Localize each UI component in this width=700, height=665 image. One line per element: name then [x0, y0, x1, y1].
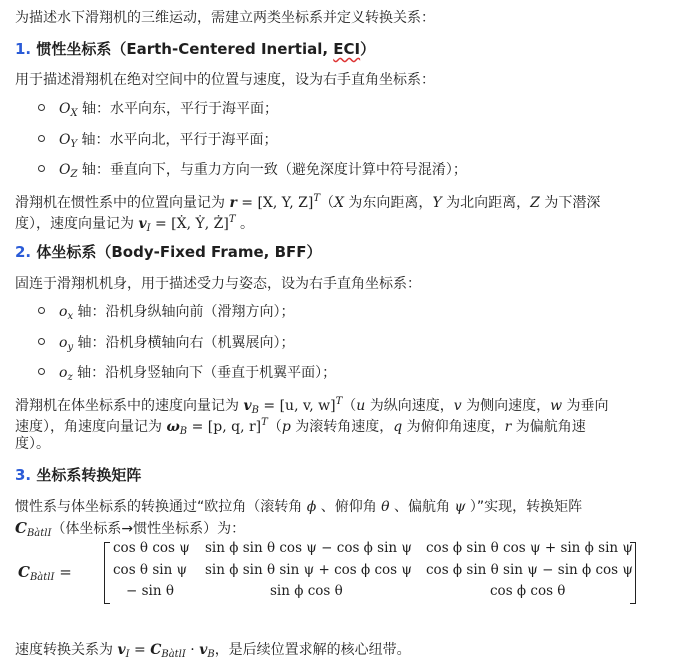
velocity-vector-line	[15, 210, 254, 239]
math-symbol: q	[393, 419, 403, 435]
math-superscript: T	[335, 396, 343, 407]
axis-symbol: O	[59, 101, 71, 117]
math-superscript: T	[228, 214, 236, 225]
text: ，是后续位置求解的核心纽带。	[214, 642, 411, 658]
math-symbol: v	[199, 642, 208, 658]
bullet-body-oz	[38, 363, 336, 388]
math-subscript: BàtlI	[26, 528, 52, 539]
math-symbol: v	[243, 398, 252, 414]
text: 为东向距离，	[343, 195, 433, 211]
math-subscript: I	[146, 223, 151, 234]
math-symbol: ψ	[454, 499, 466, 515]
matrix-cell: cos θ cos ψ	[113, 540, 190, 556]
text: 为垂向	[562, 398, 609, 414]
matrix-label	[18, 563, 72, 583]
math-superscript: T	[313, 193, 321, 204]
text: 度），速度向量记为	[15, 216, 139, 232]
axis-subscript: x	[67, 311, 74, 322]
text: （	[320, 195, 335, 211]
math-symbol: X	[334, 195, 344, 211]
bullet-text: 轴：沿机身横轴向右（机翼展向）；	[73, 335, 295, 351]
euler-desc-line	[15, 497, 582, 517]
text: 为滚转角速度，	[290, 419, 394, 435]
math-symbol: w	[550, 398, 563, 414]
math-subscript: B	[251, 405, 259, 416]
math-symbol: p	[281, 419, 291, 435]
bullet-ox	[38, 99, 278, 124]
math-symbol: C	[150, 642, 162, 658]
text: 。	[235, 216, 254, 232]
text: （	[267, 419, 282, 435]
math-symbol: v	[453, 398, 462, 414]
bullet-oz	[38, 160, 467, 185]
matrix-cell: cos ϕ sin θ cos ψ + sin ϕ sin ψ	[426, 540, 633, 556]
math-symbol: ϕ	[306, 499, 317, 515]
text: 为北向距离，	[441, 195, 531, 211]
bullet-text: 轴：水平向北，平行于海平面；	[77, 132, 278, 148]
axis-symbol: o	[59, 335, 68, 351]
matrix-cell: sin ϕ sin θ cos ψ − cos ϕ sin ψ	[205, 540, 412, 556]
math-subscript: BàtlI	[161, 649, 186, 660]
math-subscript: BàtlI	[29, 572, 55, 583]
math-symbol: Y	[432, 195, 442, 211]
bullet-text: 轴：沿机身竖轴向下（垂直于机翼平面）；	[72, 365, 337, 381]
section-1-title-eci: ECI	[333, 40, 361, 58]
section-2-heading	[15, 242, 322, 262]
section-2-title: 体坐标系（Body-Fixed Frame, BFF）	[36, 243, 322, 261]
section-3-title: 坐标系转换矩阵	[36, 466, 142, 484]
text: （体坐标系→惯性坐标系）为：	[51, 521, 246, 537]
math-symbol: v	[117, 642, 126, 658]
math-subscript: B	[179, 426, 188, 437]
bullet-text: 轴：垂直向下，与重力方向一致（避免深度计算中符号混淆）；	[77, 162, 467, 178]
math-symbol: C	[18, 563, 30, 581]
text: 为纵向速度，	[365, 398, 454, 414]
math-subscript: B	[207, 649, 215, 660]
bullet-dot	[38, 165, 45, 172]
math-operator: ·	[185, 642, 200, 658]
intro-text: 为描述水下滑翔机的三维运动，需建立两类坐标系并定义转换关系：	[15, 10, 435, 26]
math-symbol: θ	[381, 499, 390, 515]
axis-symbol: o	[59, 304, 68, 320]
matrix-cell: cos ϕ cos θ	[490, 583, 566, 599]
text: 速度），角速度向量记为	[15, 419, 167, 435]
text: （	[342, 398, 357, 414]
axis-symbol: O	[59, 162, 71, 178]
math-symbol: C	[15, 519, 27, 537]
section-1-heading	[15, 39, 375, 59]
math-equation: =	[129, 642, 151, 658]
section-1-number: 1.	[15, 40, 32, 58]
section-3-heading	[15, 465, 141, 485]
bullet-dot	[38, 338, 45, 345]
text: 为侧向速度，	[461, 398, 551, 414]
math-symbol: u	[356, 398, 366, 414]
bullet-body-ox	[38, 302, 295, 327]
math-equation: = [p, q, r]	[187, 419, 262, 435]
section-1-desc: 用于描述滑翔机在绝对空间中的位置与速度，设为右手直角坐标系：	[15, 72, 435, 88]
text: ）”实现，转换矩阵	[465, 499, 583, 515]
math-equation: = [X, Y, Z]	[236, 195, 314, 211]
text: 惯性系与体坐标系的转换通过“欧拉角（滚转角	[15, 499, 307, 515]
section-1-title-a: 惯性坐标系（Earth-Centered Inertial,	[36, 40, 334, 58]
math-superscript: T	[261, 417, 268, 428]
text: 滑翔机在体坐标系中的速度向量记为	[15, 398, 244, 414]
text: 滑翔机在惯性系中的位置向量记为	[15, 195, 230, 211]
math-equation: = [u, v, w]	[258, 398, 336, 414]
section-2-number: 2.	[15, 243, 32, 261]
matrix-cell: sin ϕ sin θ sin ψ + cos ϕ cos ψ	[205, 562, 412, 578]
math-equation: =	[54, 563, 72, 581]
math-subscript: I	[125, 649, 130, 660]
bullet-dot	[38, 368, 45, 375]
axis-subscript: z	[67, 372, 73, 383]
math-symbol: r	[229, 195, 237, 211]
axis-subscript: y	[67, 342, 74, 353]
section-1-title-b: ）	[360, 40, 376, 58]
matrix-cell: cos θ sin ψ	[113, 562, 188, 578]
axis-subscript: X	[70, 108, 78, 119]
bullet-dot	[38, 307, 45, 314]
text: 为俯仰角速度，	[402, 419, 505, 435]
final-relation-line	[15, 640, 411, 665]
math-symbol: v	[138, 216, 147, 232]
text: 速度转换关系为	[15, 642, 118, 658]
math-symbol: Z	[530, 195, 540, 211]
axis-symbol: O	[59, 132, 71, 148]
text: 为偏航角速	[511, 419, 586, 435]
axis-subscript: Z	[70, 169, 78, 180]
matrix-cell: sin ϕ cos θ	[270, 583, 343, 599]
math-equation: = [Ẋ, Ẏ, Ż]	[150, 216, 229, 232]
math-symbol: ω	[166, 419, 180, 435]
math-symbol: r	[504, 419, 512, 435]
bullet-text: 轴：沿机身纵轴向前（滑翔方向）；	[73, 304, 295, 320]
matrix-cell: cos ϕ sin θ sin ψ − sin ϕ cos ψ	[426, 562, 633, 578]
bullet-oy	[38, 130, 278, 155]
text: 、偏航角	[389, 499, 455, 515]
section-3-number: 3.	[15, 466, 32, 484]
text: 、俯仰角	[316, 499, 382, 515]
bullet-text: 轴：水平向东，平行于海平面；	[77, 101, 279, 117]
axis-subscript: Y	[70, 139, 78, 150]
bullet-dot	[38, 135, 45, 142]
angular-velocity-line-end: 度）。	[15, 436, 50, 452]
bullet-body-oy	[38, 333, 295, 358]
matrix-cell: − sin θ	[126, 583, 174, 599]
section-2-desc: 固连于滑翔机机身，用于描述受力与姿态，设为右手直角坐标系：	[15, 276, 421, 292]
text: 为下潜深	[539, 195, 601, 211]
bullet-dot	[38, 104, 45, 111]
matrix-left-bracket	[104, 542, 110, 604]
axis-symbol: o	[59, 365, 68, 381]
angular-velocity-line	[15, 413, 586, 442]
